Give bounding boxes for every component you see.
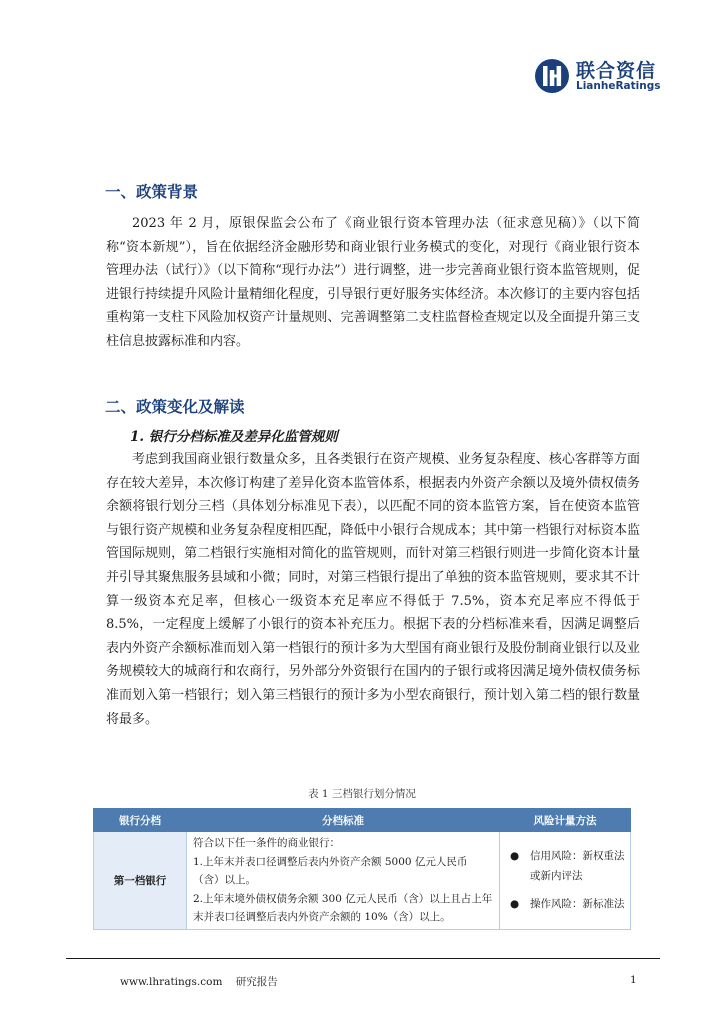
footer-divider — [66, 958, 660, 959]
footer-left — [120, 974, 278, 989]
header-risk-method: 风险计量方法 — [500, 809, 631, 832]
tier-cell: 第一档银行 — [94, 832, 187, 930]
table-caption: 表 1 三档银行划分情况 — [308, 788, 416, 800]
footer-label: 研究报告 — [235, 976, 278, 988]
subsection-1-title: 1. 银行分档标准及差异化监管规则 — [130, 429, 338, 445]
section-1-title: 一、政策背景 — [105, 183, 199, 201]
criteria-line: 1.上年末并表口径调整后表内外资产余额 5000 亿元人民币（含）以上。 — [193, 855, 468, 886]
risk-item — [510, 894, 626, 914]
risk-method-cell — [500, 832, 631, 930]
risk-item-text: 操作风险：新标准法 — [530, 898, 625, 910]
section-2-text: 考虑到我国商业银行数量众多，且各类银行在资产规模、业务复杂程度、核心客群等方面存在较大差异，本次修订构建了差异化资本监管体系，根据表内外资产余额以及境外债权债务余额将银行划分三档（具体划分标准见下表），以匹配不同的资本监管方案，旨在使资本监管与银行资产规模和业务复杂程度相匹配，降低中小银行合规成本；其中第一档银行对标资本监管国际规则，第二档银行实施相对简化的监管规则，而针对第三档银行则进一步简化资本计量并引导其聚焦服务县域和小微；同时，对第三档银行提出了单独的资本监管规则，要求其不计算一级资本充足率，但核心一级资本充足率应不得低于 7.5%，资本充足率应不得低于 8.5%，一定程度上缓解了小银行的资本补充压力。根据下表的分档标准来看，因满足调整后表内外资产余额标准而划入第一档银行的预计多为大型国有商业银行及股份制商业银行以及业务规模较大的城商行和农商行，另外部分外资银行在国内的子银行或将因满足境外债权债务标准而划入第一档银行；划入第三档银行的预计多为小型农商银行，预计划入第二档的银行数量将最多。 — [106, 452, 640, 727]
page-number: 1 — [630, 974, 637, 986]
criteria-line: 符合以下任一条件的商业银行： — [193, 837, 340, 849]
table-row — [94, 832, 631, 930]
section-1-paragraph — [106, 212, 640, 354]
logo-name-cn: 联合资信 — [576, 60, 657, 82]
logo-name-en: LianheRatings — [576, 80, 661, 92]
risk-item — [510, 846, 626, 886]
lianhe-logo — [534, 56, 664, 96]
risk-item-text: 信用风险：新权重法或新内评法 — [530, 850, 625, 882]
bullet-icon: ● — [510, 850, 520, 862]
header-tier: 银行分档 — [94, 809, 187, 832]
criteria-cell — [187, 832, 500, 930]
tier-table — [93, 808, 631, 930]
bullet-icon: ● — [510, 898, 520, 910]
criteria-line: 2.上年末境外债权债务余额 300 亿元人民币（含）以上且占上年末并表口径调整后表内外资产余额的 10%（含）以上。 — [193, 892, 493, 923]
header-criteria: 分档标准 — [187, 809, 500, 832]
table-header-row — [94, 809, 631, 832]
lianhe-logo-icon — [534, 58, 570, 94]
section-1-text: 2023 年 2 月，原银保监会公布了《商业银行资本管理办法（征求意见稿）》（以下简称“资本新规”），旨在依据经济金融形势和商业银行业务模式的变化，对现行《商业银行资本管理办法（试行）》（以下简称“现行办法”）进行调整，进一步完善商业银行资本监管规则，促进银行持续提升风险计量精细化程度，引导银行更好服务实体经济。本次修订的主要内容包括重构第一支柱下风险加权资产计量规则、完善调整第二支柱监督检查规定以及全面提升第三支柱信息披露标准和内容。 — [106, 216, 640, 349]
footer-website: www.lhratings.com — [120, 976, 223, 988]
section-2-paragraph — [106, 448, 640, 731]
section-2-title: 二、政策变化及解读 — [105, 398, 245, 416]
